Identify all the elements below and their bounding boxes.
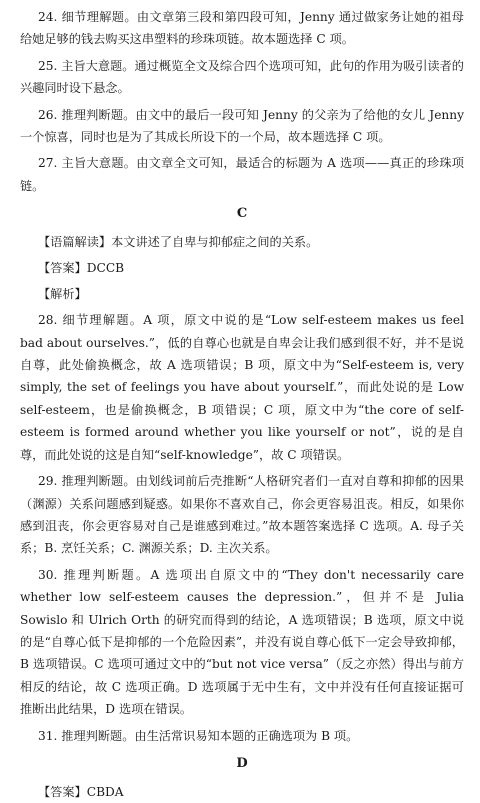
paragraph-q28: 28. 细节理解题。A 项，原文中说的是“Low self-esteem makes us feel bad about ourselves.”，低的自尊心也就是自卑会让我们感到很不好，并不是说自尊，此处偷换概念，故 A 选项错误；B 项，原文中为“Self-esteem is, very simply, the set of feelings you have about yourself.”，而此处说的是 Low self-esteem，也是偷换概念，B 项错误；C 项，原文中为“the core of self-esteem is formed around whether you like yourself or not”，说的是自尊，而此处说的这是自知“self-knowledge”，故 C 项错误。 bbox=[20, 313, 464, 462]
section-heading-d: D bbox=[236, 755, 248, 771]
section-heading-c: C bbox=[236, 206, 248, 222]
paragraph-q26: 26. 推理判断题。由文中的最后一段可知 Jenny 的父亲为了给他的女儿 Jenny 一个惊喜，同时也是为了其成长所设下的一个局，故本题选择 C 项。 bbox=[20, 107, 464, 145]
paragraph-q24: 24. 细节理解题。由文章第三段和第四段可知，Jenny 通过做家务让她的祖母给她足够的钱去购买这串塑料的珍珠项链。故本题选择 C 项。 bbox=[20, 10, 464, 47]
paragraph-q31: 31. 推理判断题。由生活常识易知本题的正确选项为 B 项。 bbox=[38, 728, 359, 743]
paragraph-q25: 25. 主旨大意题。通过概览全文及综合四个选项可知，此句的作用为吸引读者的兴趣同时设下悬念。 bbox=[20, 58, 464, 96]
paragraph-q30: 30. 推理判断题。A 选项出自原文中的“They don't necessarily care whether low self-esteem causes the depression.”，但并不是 Julia Sowislo 和 Ulrich Orth 的研究而得到的结论，A 选项错误；B 选项，原文中说的是“自尊心低下是抑郁的一个危险因素”，并没有说自尊心低下一定会导致抑郁，B 选项错误。C 选项可通过文中的“but not vice versa”（反之亦然）得出与前方相反的结论，故 C 选项正确。D 选项属于无中生有，文中并没有任何直接证据可推断出此结果，D 选项在错误。 bbox=[20, 567, 464, 717]
paragraph-q27: 27. 主旨大意题。由文章全文可知，最适合的标题为 A 选项——真正的珍珠项链。 bbox=[20, 156, 464, 193]
paragraph-q29: 29. 推理判断题。由划线词前后壳推断“人格研究者们一直对自尊和抑郁的因果（渊源）关系问题感到疑惑。如果你不喜欢自己，你会更容易沮丧。相反，如果你感到沮丧，你会更容易对自己是谁感到难过。”故本题答案选择 C 选项。A. 母子关系；B. 烹饪关系；C. 渊源关系；D. 主次关系。 bbox=[20, 474, 464, 556]
answer-key-c: 【答案】DCCB bbox=[38, 261, 125, 276]
answer-key-d: 【答案】CBDA bbox=[38, 784, 124, 799]
passage-summary: 【语篇解读】本文讲述了自卑与抑郁症之间的关系。 bbox=[38, 235, 319, 250]
analysis-heading: 【解析】 bbox=[38, 287, 87, 302]
